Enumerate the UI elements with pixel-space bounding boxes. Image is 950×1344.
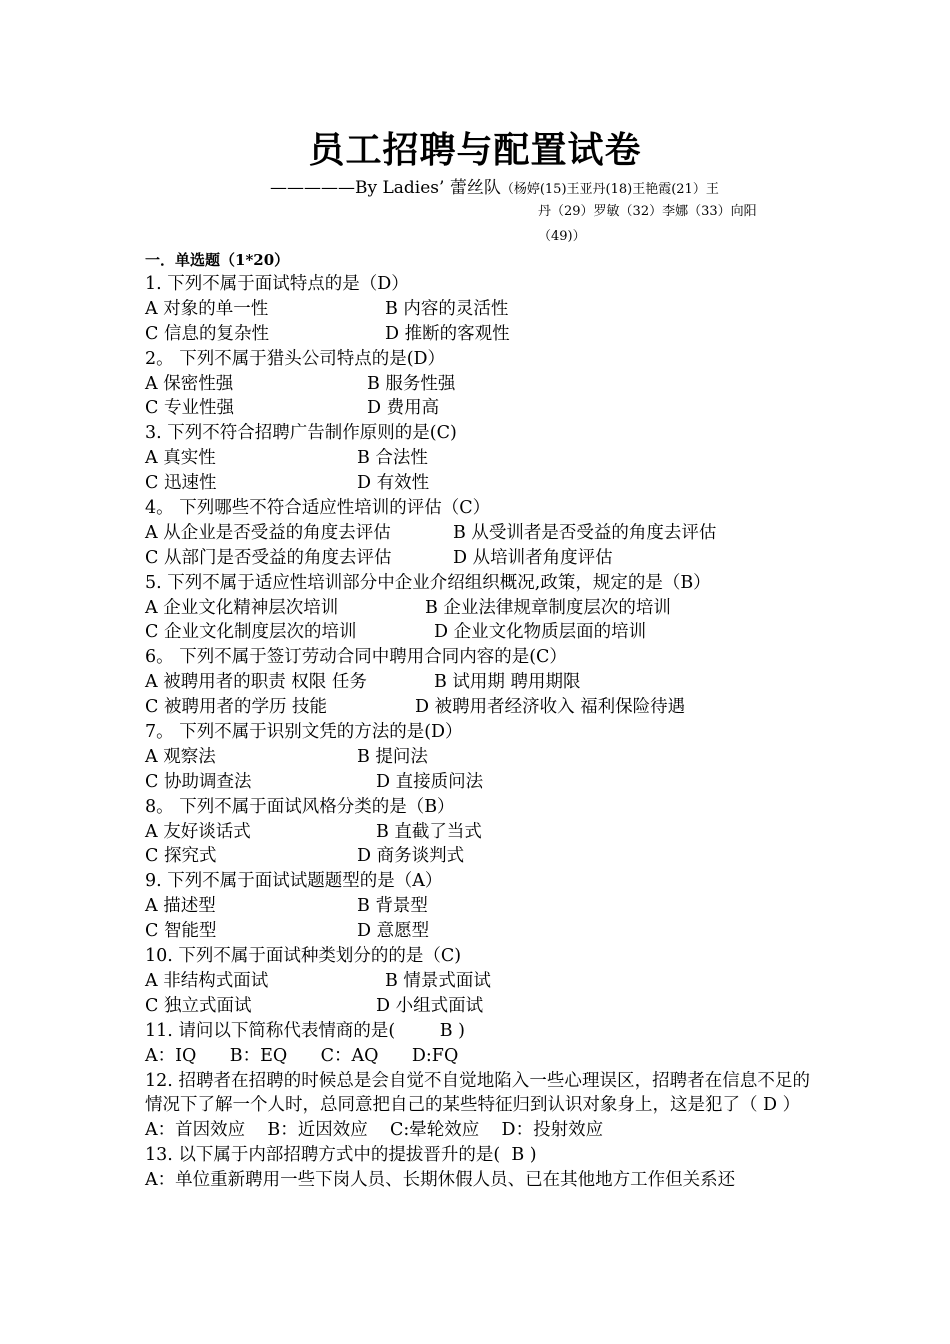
question-13: 13. 以下属于内部招聘方式中的提拔晋升的是( B ) (145, 1145, 537, 1166)
options-row (145, 994, 810, 1019)
option-c: C 独立式面试 (145, 995, 252, 1016)
option-b: B 背景型 (357, 896, 428, 917)
option-c: C 探究式 (145, 846, 217, 867)
document-title: 员工招聘与配置试卷 (308, 129, 642, 171)
byline-authors-2: 丹（29）罗敏（32）李娜（33）向阳 (538, 204, 757, 219)
options-row (145, 297, 810, 322)
question-9: 9. 下列不属于面试试题题型的是（A） (145, 871, 443, 892)
option-d: D 费用高 (367, 398, 440, 419)
option-b: B 企业法律规章制度层次的培训 (425, 597, 671, 618)
option-d: D 推断的客观性 (385, 323, 510, 344)
option-b: B 直截了当式 (376, 821, 482, 842)
option-c: C 智能型 (145, 921, 217, 942)
option-c: C 企业文化制度层次的培训 (145, 622, 357, 643)
option-d: D 从培训者角度评估 (453, 547, 613, 568)
option-a: A 企业文化精神层次培训 (145, 597, 339, 618)
section-title: 一．单选题（1*20） (145, 251, 290, 269)
options-row (145, 521, 810, 546)
options-row (145, 322, 810, 347)
question-5: 5. 下列不属于适应性培训部分中企业介绍组织概况,政策，规定的是（B） (145, 572, 711, 593)
question-11: 11. 请问以下简称代表情商的是( B ) (145, 1020, 465, 1041)
question-3: 3. 下列不符合招聘广告制作原则的是(C) (145, 423, 457, 444)
option-d: D 商务谈判式 (357, 846, 465, 867)
question-6: 6。 下列不属于签订劳动合同中聘用合同内容的是(C） (145, 647, 567, 668)
option-a: A 从企业是否受益的角度去评估 (145, 522, 391, 543)
option-d: D 直接质问法 (376, 771, 484, 792)
options-row (145, 372, 810, 397)
option-b: B 合法性 (357, 448, 428, 469)
question-12-options: A：首因效应 B：近因效应 C:晕轮效应 D：投射效应 (145, 1120, 604, 1141)
option-c: C 信息的复杂性 (145, 323, 269, 344)
options-row (145, 894, 810, 919)
option-a: A 保密性强 (145, 373, 234, 394)
byline (270, 176, 810, 202)
option-b: B 情景式面试 (385, 970, 491, 991)
option-b: B 试用期 聘用期限 (434, 672, 581, 693)
option-c: C 协助调查法 (145, 771, 252, 792)
options-row (145, 770, 810, 795)
options-row (145, 919, 810, 944)
question-12: 12. 招聘者在招聘的时候总是会自觉不自觉地陷入一些心理误区，招聘者在信息不足的情况下了解一个人时，总同意把自己的某些特征归到认识对象身上，这是犯了（ D ） (145, 1070, 810, 1116)
option-a: A 描述型 (145, 896, 216, 917)
options-row (145, 396, 810, 421)
options-row (145, 620, 810, 645)
options-row (145, 844, 810, 869)
byline-authors-3: （49)） (538, 229, 586, 244)
option-c: C 专业性强 (145, 398, 234, 419)
question-8: 8。 下列不属于面试风格分类的是（B） (145, 796, 455, 817)
option-b: B 服务性强 (367, 373, 456, 394)
question-1: 1. 下列不属于面试特点的是（D） (145, 274, 409, 294)
options-row (145, 695, 810, 720)
option-a: A 对象的单一性 (145, 298, 269, 319)
byline-team: —————By Ladies’ 蕾丝队 (270, 178, 501, 198)
question-13-option-a: A：单位重新聘用一些下岗人员、长期休假人员、已在其他地方工作但关系还 (145, 1170, 736, 1191)
option-d: D 意愿型 (357, 921, 430, 942)
option-b: B 内容的灵活性 (385, 298, 509, 319)
option-a: A 友好谈话式 (145, 821, 251, 842)
option-d: D 被聘用者经济收入 福利保险待遇 (415, 697, 686, 718)
option-b: B 从受训者是否受益的角度去评估 (453, 522, 717, 543)
options-row (145, 820, 810, 845)
question-11-options: A：IQ B：EQ C：AQ D:FQ (145, 1045, 459, 1066)
options-row (145, 745, 810, 770)
option-d: D 小组式面试 (376, 995, 484, 1016)
options-row (145, 471, 810, 496)
option-a: A 观察法 (145, 746, 216, 767)
option-c: C 从部门是否受益的角度去评估 (145, 547, 392, 568)
question-10: 10. 下列不属于面试种类划分的的是（C) (145, 946, 462, 967)
byline-authors-1: （杨婷(15)王亚丹(18)王艳霞(21）王 (500, 182, 719, 197)
question-2: 2。 下列不属于猎头公司特点的是(D） (145, 348, 446, 369)
options-row (145, 546, 810, 571)
option-a: A 被聘用者的职责 权限 任务 (145, 672, 367, 693)
question-7: 7。 下列不属于识别文凭的方法的是(D） (145, 722, 463, 743)
option-c: C 迅速性 (145, 473, 217, 494)
options-row (145, 670, 810, 695)
options-row (145, 596, 810, 621)
option-b: B 提问法 (357, 746, 428, 767)
question-list (145, 272, 810, 1193)
options-row (145, 446, 810, 471)
question-4: 4。 下列哪些不符合适应性培训的评估（C） (145, 498, 491, 519)
option-d: D 企业文化物质层面的培训 (434, 622, 647, 643)
options-row (145, 969, 810, 994)
option-a: A 非结构式面试 (145, 970, 269, 991)
option-c: C 被聘用者的学历 技能 (145, 697, 328, 718)
option-a: A 真实性 (145, 448, 216, 469)
option-d: D 有效性 (357, 473, 430, 494)
